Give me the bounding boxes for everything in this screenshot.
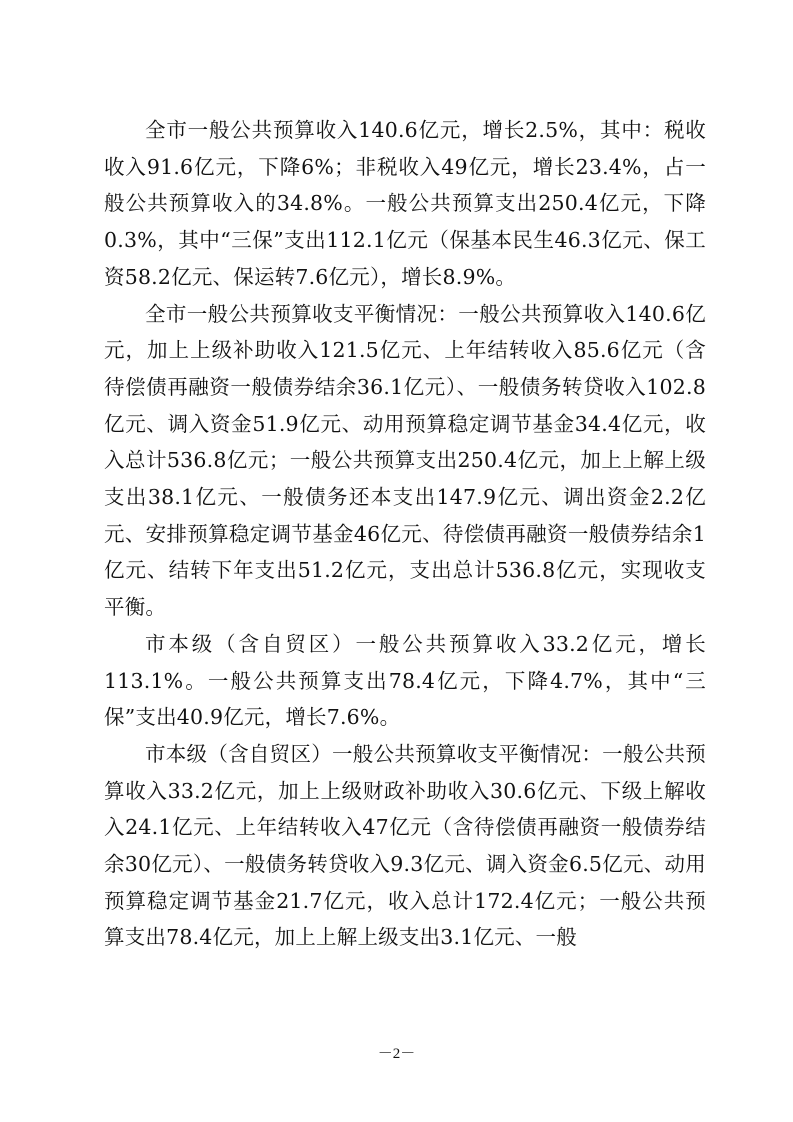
paragraph-general-budget-revenue: 全市一般公共预算收入140.6亿元，增长2.5%，其中：税收收入91.6亿元，下降6%；非税收入49亿元，增长23.4%，占一般公共预算收入的34.8%。一般公共预算支出250.4亿元，下降0.3%，其中“三保”支出112.1亿元（保基本民生46.3亿元、保工资58.2亿元、保运转7.6亿元），增长8.9%。 <box>104 118 706 289</box>
paragraph-city-level-revenue: 市本级（含自贸区）一般公共预算收入33.2亿元，增长113.1%。一般公共预算支出78.4亿元，下降4.7%，其中“三保”支出40.9亿元，增长7.6%。 <box>104 631 706 730</box>
paragraph-city-level-balance: 市本级（含自贸区）一般公共预算收支平衡情况：一般公共预算收入33.2亿元，加上上级财政补助收入30.6亿元、下级上解收入24.1亿元、上年结转收入47亿元（含待偿债再融资一般债券结余30亿元）、一般债务转贷收入9.3亿元、调入资金6.5亿元、动用预算稳定调节基金21.7亿元，收入总计172.4亿元；一般公共预算支出78.4亿元，加上上解上级支出3.1亿元、一般 <box>104 741 706 950</box>
paragraph-general-budget-balance: 全市一般公共预算收支平衡情况：一般公共预算收入140.6亿元，加上上级补助收入121.5亿元、上年结转收入85.6亿元（含待偿债再融资一般债券结余36.1亿元）、一般债务转贷收入102.8亿元、调入资金51.9亿元、动用预算稳定调节基金34.4亿元，收入总计536.8亿元；一般公共预算支出250.4亿元，加上上解上级支出38.1亿元、一般债务还本支出147.9亿元、调出资金2.2亿元、安排预算稳定调节基金46亿元、待偿债再融资一般债券结余1亿元、结转下年支出51.2亿元，支出总计536.8亿元，实现收支平衡。 <box>104 301 706 620</box>
document-body <box>104 112 706 956</box>
page-number: －2－ <box>377 1046 416 1062</box>
